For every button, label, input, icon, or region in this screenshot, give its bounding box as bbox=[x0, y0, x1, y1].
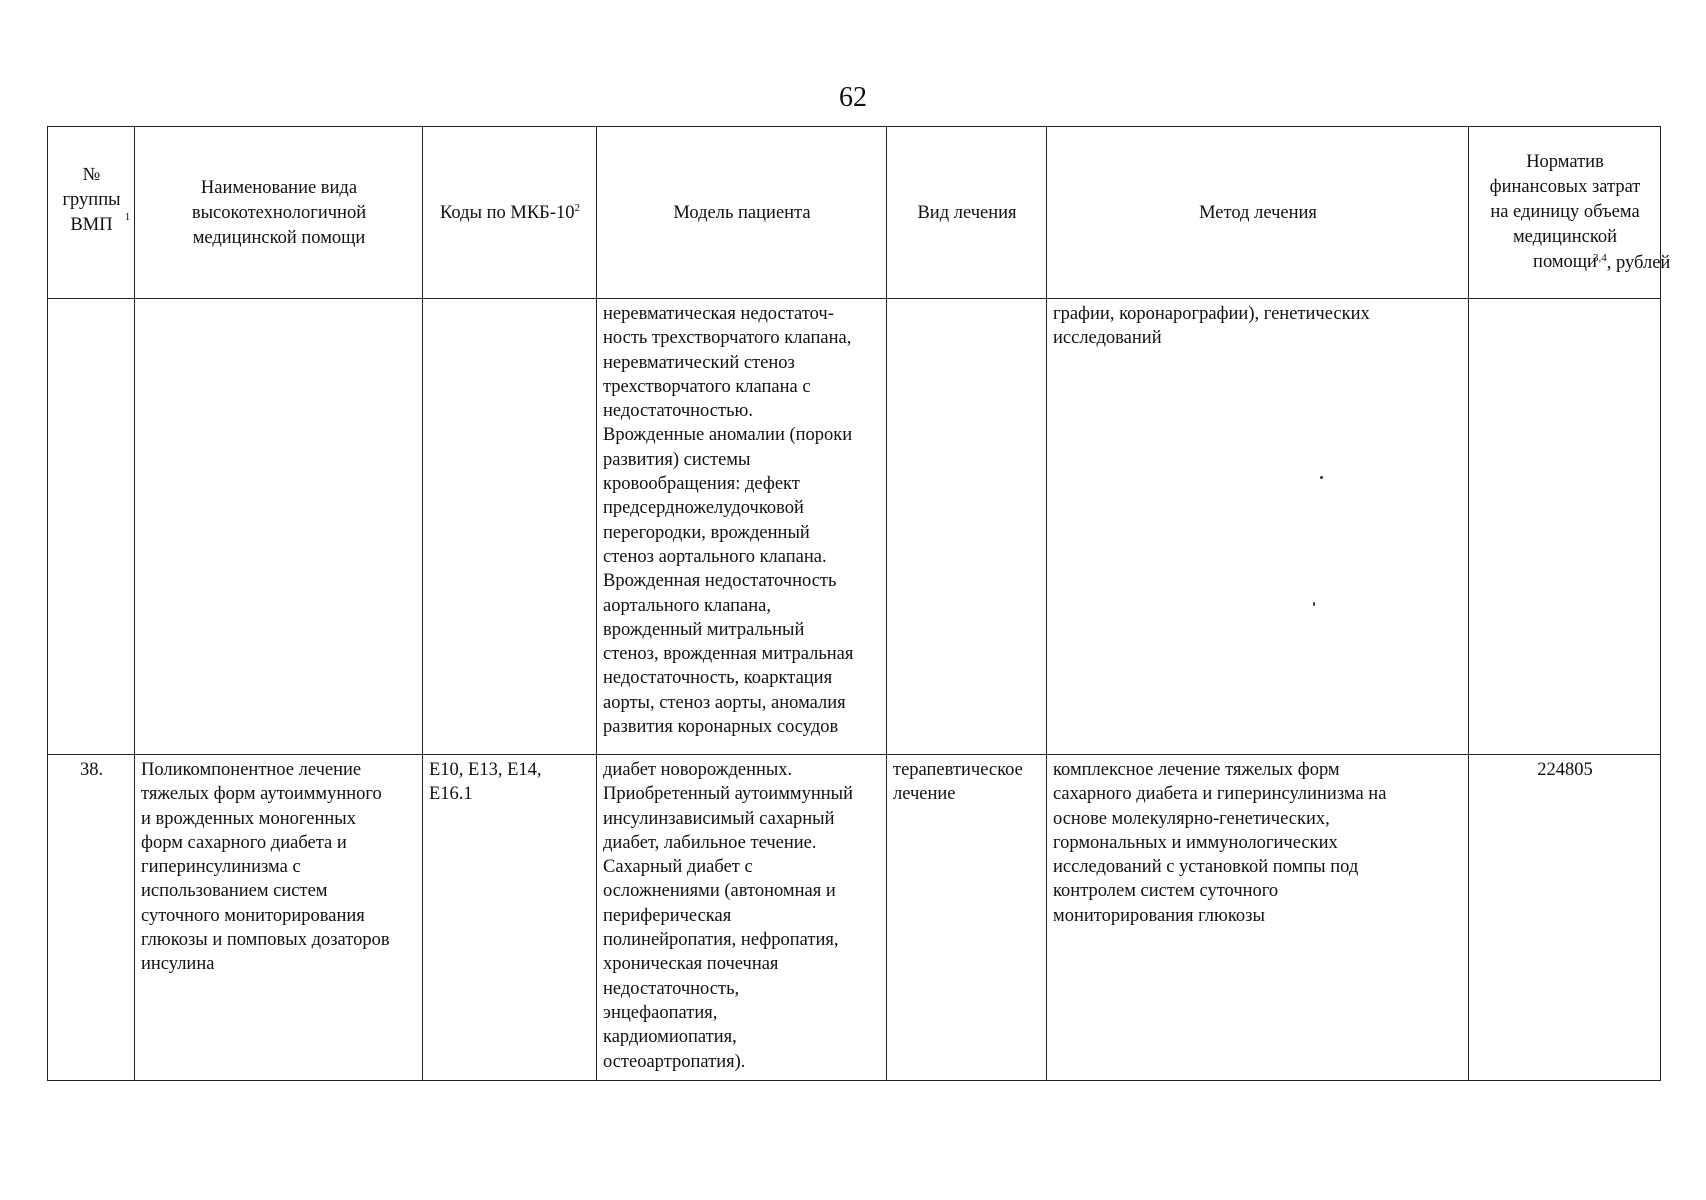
text-line: инсулинзависимый сахарный bbox=[603, 808, 835, 829]
header-name bbox=[135, 127, 423, 299]
header-row bbox=[48, 127, 1661, 299]
text-line: медицинской помощи bbox=[192, 227, 366, 248]
cell-codes bbox=[423, 755, 597, 1081]
text-line: неревматический стеноз bbox=[603, 352, 795, 373]
text-line: графии, коронарографии), генетических bbox=[1053, 304, 1370, 324]
text-line: мониторирования глюкозы bbox=[1053, 905, 1265, 926]
text-line: недостаточность, bbox=[603, 978, 740, 999]
cell-model-lines bbox=[603, 302, 881, 739]
scan-speck bbox=[1320, 476, 1323, 479]
text-line: терапевтическое bbox=[893, 760, 1023, 780]
cell-model bbox=[597, 755, 887, 1081]
cell-name bbox=[135, 299, 423, 755]
text-line: ВМП bbox=[70, 215, 113, 235]
scan-speck bbox=[1313, 602, 1315, 606]
text-line: Поликомпонентное лечение bbox=[141, 760, 362, 780]
text-line: энцефаопатия, bbox=[603, 1002, 718, 1023]
header-treatment-type-label: Вид лечения bbox=[917, 202, 1017, 223]
cell-codes bbox=[423, 299, 597, 755]
text-line: исследований с установкой помпы под bbox=[1053, 857, 1359, 878]
text-line: исследований bbox=[1053, 328, 1162, 349]
text-line: гиперинсулинизма с bbox=[141, 857, 301, 878]
text-line: периферическая bbox=[603, 905, 732, 926]
cell-model bbox=[597, 299, 887, 755]
text-line: комплексное лечение тяжелых форм bbox=[1053, 760, 1340, 780]
text-line: Норматив bbox=[1526, 152, 1604, 172]
header-treatment-type bbox=[887, 127, 1047, 299]
text-line: аортального клапана, bbox=[603, 595, 772, 616]
table-row-continuation bbox=[48, 299, 1661, 755]
text-line: ность трехстворчатого клапана, bbox=[603, 328, 852, 349]
text-line: стеноз, врожденная митральная bbox=[603, 644, 854, 665]
text-line: группы bbox=[62, 190, 121, 210]
cell-method-lines bbox=[1053, 302, 1463, 351]
text-line: развития коронарных сосудов bbox=[603, 717, 839, 738]
text-line: инсулина bbox=[141, 954, 215, 975]
text-line: E16.1 bbox=[429, 784, 473, 805]
text-line: медицинской bbox=[1512, 227, 1618, 247]
cell-group-no: 38. bbox=[48, 755, 135, 1081]
text-line: трехстворчатого клапана с bbox=[603, 376, 811, 397]
text-line: помощи bbox=[1533, 252, 1597, 272]
text-line: № bbox=[82, 165, 101, 185]
text-line: кардиомиопатия, bbox=[603, 1027, 737, 1048]
header-model-label: Модель пациента bbox=[673, 202, 811, 223]
text-line: недостаточностью. bbox=[603, 401, 753, 422]
text-line: использованием систем bbox=[141, 881, 328, 902]
text-line: стеноз аортального клапана. bbox=[603, 546, 827, 567]
table-row-38 bbox=[48, 755, 1661, 1081]
text-line: форм сахарного диабета и bbox=[141, 832, 347, 853]
text-line: диабет, лабильное течение. bbox=[603, 832, 817, 853]
text-line: тяжелых форм аутоиммунного bbox=[141, 784, 382, 805]
text-line: осложнениями (автономная и bbox=[603, 881, 836, 902]
cell-group-no bbox=[48, 299, 135, 755]
text-line: на единицу объема bbox=[1490, 202, 1640, 222]
cell-method-lines bbox=[1053, 758, 1463, 928]
text-line: неревматическая недостаточ- bbox=[603, 304, 834, 324]
text-line: гормональных и иммунологических bbox=[1053, 832, 1338, 853]
text-line: основе молекулярно-генетических, bbox=[1053, 808, 1330, 829]
cell-method bbox=[1047, 755, 1469, 1081]
text-line: Врожденная недостаточность bbox=[603, 571, 837, 592]
text-line: лечение bbox=[893, 784, 956, 805]
text-line: финансовых затрат bbox=[1489, 177, 1641, 197]
text-line: остеоартропатия). bbox=[603, 1051, 746, 1072]
header-codes-footnote: 2 bbox=[574, 201, 580, 214]
cell-treatment-type bbox=[887, 755, 1047, 1081]
text-line: Наименование вида bbox=[200, 177, 358, 198]
text-line: врожденный митральный bbox=[603, 619, 805, 640]
text-line: хроническая почечная bbox=[603, 954, 779, 975]
cell-model-lines bbox=[603, 758, 881, 1074]
header-norm-footnote: 3,4 bbox=[1593, 251, 1607, 264]
text-line: глюкозы и помповых дозаторов bbox=[141, 930, 390, 951]
header-name-lines bbox=[141, 176, 417, 251]
text-line: развития) системы bbox=[603, 449, 751, 470]
header-method-label: Метод лечения bbox=[1199, 202, 1317, 223]
header-group-no: № группы ВМП $^1$ bbox=[48, 127, 135, 299]
header-method bbox=[1047, 127, 1469, 299]
text-line: Врожденные аномалии (пороки bbox=[603, 425, 853, 446]
text-line: и врожденных моногенных bbox=[141, 808, 356, 829]
cell-method bbox=[1047, 299, 1469, 755]
text-line: суточного мониторирования bbox=[141, 905, 365, 926]
header-codes bbox=[423, 127, 597, 299]
text-line: высокотехнологичной bbox=[191, 202, 367, 223]
text-line: предсердножелудочковой bbox=[603, 498, 804, 519]
header-norm bbox=[1469, 127, 1671, 299]
text-line: Приобретенный аутоиммунный bbox=[603, 784, 853, 805]
text-line: полинейропатия, нефропатия, bbox=[603, 930, 839, 951]
cell-name bbox=[135, 755, 423, 1081]
text-line: сахарного диабета и гиперинсулинизма на bbox=[1053, 784, 1387, 805]
header-codes-label: Коды по МКБ-10 bbox=[440, 202, 575, 223]
page-number: 62 bbox=[839, 82, 867, 113]
cell-name-lines bbox=[141, 758, 417, 977]
text-line: Сахарный диабет с bbox=[603, 857, 753, 878]
text-line: аорты, стеноз аорты, аномалия bbox=[603, 692, 846, 713]
header-group-no-lines bbox=[54, 163, 129, 238]
cell-treatment-type-lines bbox=[893, 758, 1041, 807]
text-line: E10, E13, E14, bbox=[429, 760, 542, 780]
vmp-table bbox=[47, 126, 1671, 1081]
text-line: диабет новорожденных. bbox=[603, 760, 793, 780]
cell-treatment-type bbox=[887, 299, 1047, 755]
header-norm-suffix: , рублей bbox=[1606, 253, 1671, 273]
header-model bbox=[597, 127, 887, 299]
text-line: кровообращения: дефект bbox=[603, 474, 800, 495]
cell-codes-lines bbox=[429, 758, 591, 807]
text-line: контролем систем суточного bbox=[1053, 881, 1279, 902]
text-line: перегородки, врожденный bbox=[603, 522, 810, 543]
cell-norm: 224805 bbox=[1469, 755, 1661, 1081]
text-line: недостаточность, коарктация bbox=[603, 668, 833, 689]
cell-norm bbox=[1469, 299, 1661, 755]
